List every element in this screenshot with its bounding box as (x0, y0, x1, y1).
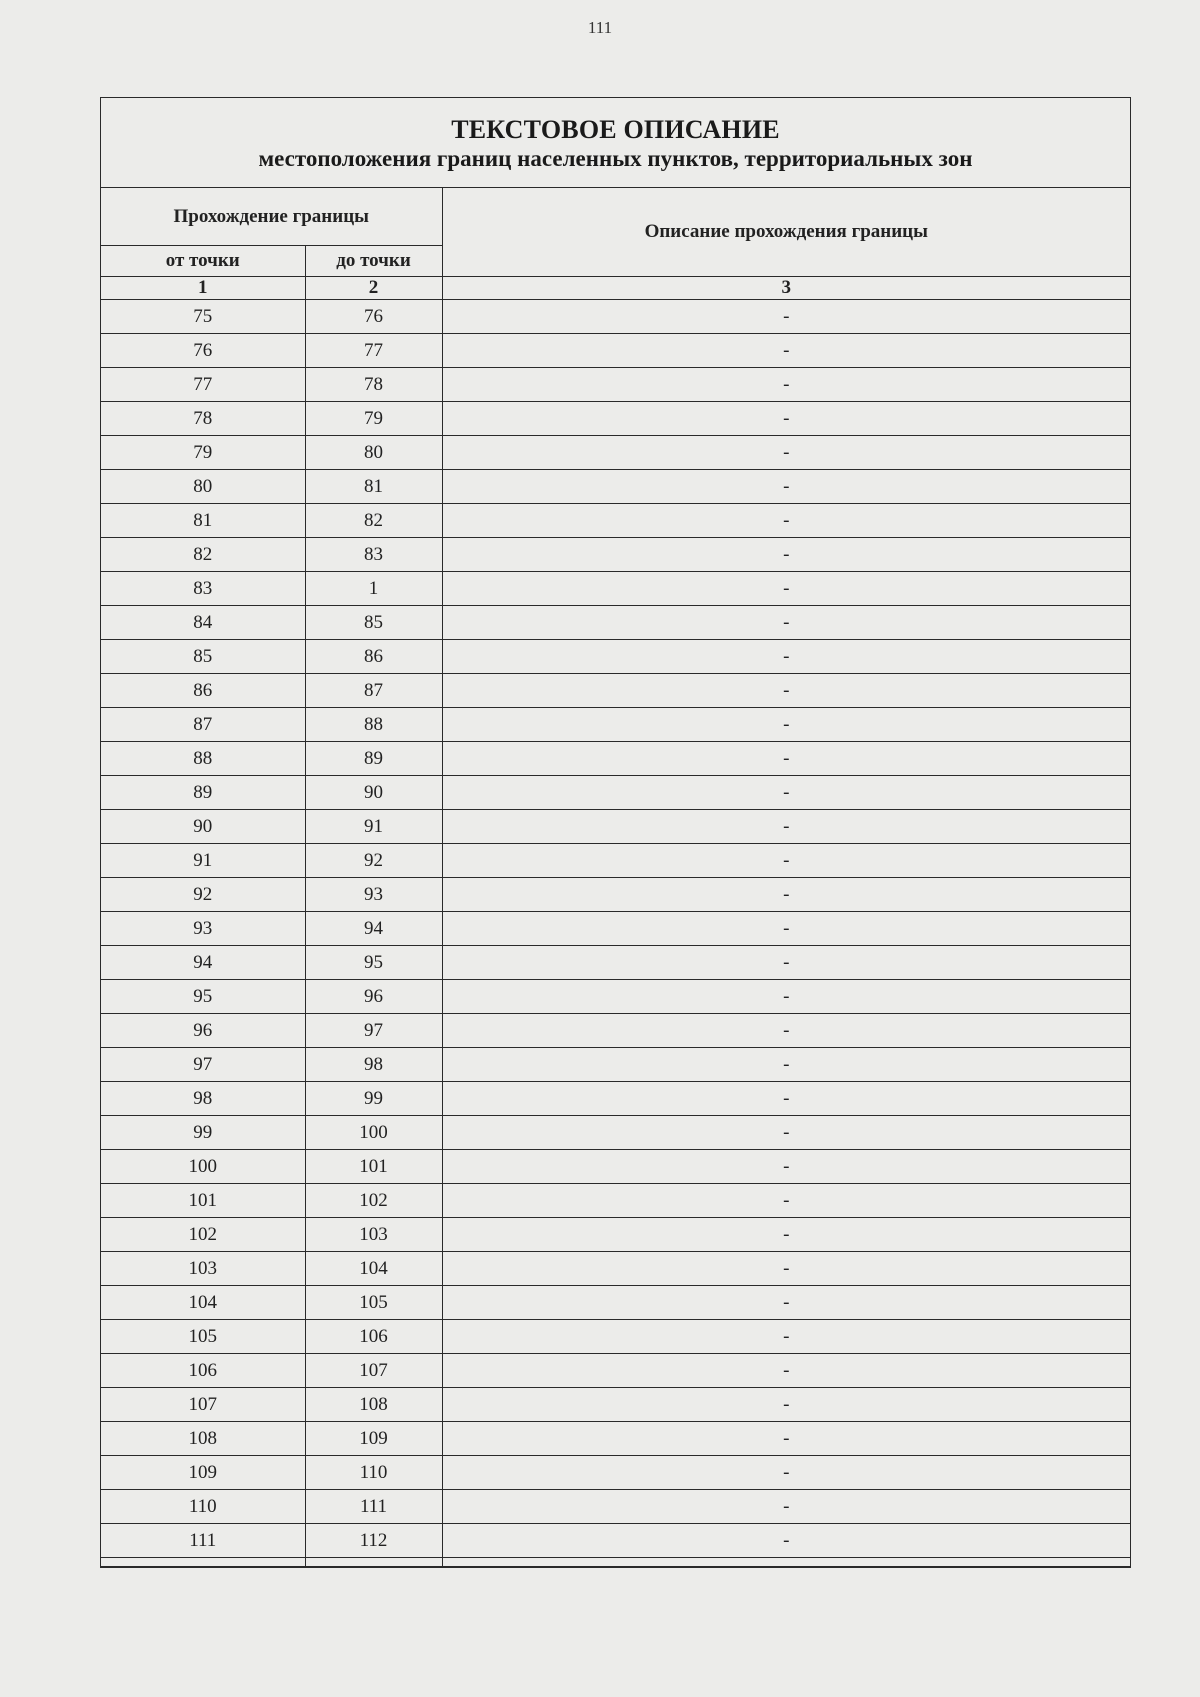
to-point-cell: 107 (305, 1354, 442, 1388)
description-cell: - (442, 912, 1130, 946)
description-cell: - (442, 368, 1130, 402)
from-point-cell: 83 (101, 572, 305, 606)
from-point-cell: 94 (101, 946, 305, 980)
to-point-cell: 85 (305, 606, 442, 640)
column-number-3: 3 (442, 277, 1130, 300)
description-cell: - (442, 776, 1130, 810)
description-cell: - (442, 878, 1130, 912)
from-point-cell: 86 (101, 674, 305, 708)
table-row (101, 538, 1130, 572)
to-point-cell: 101 (305, 1150, 442, 1184)
to-point-cell: 82 (305, 504, 442, 538)
to-point-cell: 99 (305, 1082, 442, 1116)
description-cell: - (442, 1388, 1130, 1422)
from-point-cell: 78 (101, 402, 305, 436)
to-point-cell: 83 (305, 538, 442, 572)
description-cell: - (442, 946, 1130, 980)
from-point-cell: 88 (101, 742, 305, 776)
page-number: 111 (587, 18, 613, 37)
to-point-cell: 92 (305, 844, 442, 878)
from-point-cell: 101 (101, 1184, 305, 1218)
from-point-cell: 92 (101, 878, 305, 912)
description-cell: - (442, 708, 1130, 742)
from-point-cell: 91 (101, 844, 305, 878)
from-point-cell: 109 (101, 1456, 305, 1490)
to-point-cell: 112 (305, 1524, 442, 1558)
table-row (101, 1082, 1130, 1116)
table-row (101, 1252, 1130, 1286)
table-row (101, 810, 1130, 844)
description-cell: - (442, 1184, 1130, 1218)
table-bottom-spacer (101, 1558, 1130, 1567)
from-point-cell: 100 (101, 1150, 305, 1184)
description-cell: - (442, 844, 1130, 878)
description-cell: - (442, 1252, 1130, 1286)
description-cell: - (442, 606, 1130, 640)
to-point-cell: 81 (305, 470, 442, 504)
title-block (101, 98, 1130, 188)
header-boundary-description: Описание прохождения границы (442, 188, 1130, 277)
header-boundary-passage: Прохождение границы (101, 188, 442, 246)
from-point-cell: 98 (101, 1082, 305, 1116)
description-cell: - (442, 470, 1130, 504)
table-row (101, 878, 1130, 912)
table-row (101, 1014, 1130, 1048)
document-subtitle: местоположения границ населенных пунктов, территориальных зон (258, 146, 973, 171)
description-cell: - (442, 1354, 1130, 1388)
to-point-cell: 96 (305, 980, 442, 1014)
from-point-cell: 106 (101, 1354, 305, 1388)
from-point-cell: 108 (101, 1422, 305, 1456)
table-row (101, 368, 1130, 402)
header-to-point: до точки (305, 246, 442, 277)
from-point-cell: 111 (101, 1524, 305, 1558)
from-point-cell: 96 (101, 1014, 305, 1048)
to-point-cell: 86 (305, 640, 442, 674)
table-row (101, 1116, 1130, 1150)
description-cell: - (442, 640, 1130, 674)
table-row (101, 1218, 1130, 1252)
table-row (101, 980, 1130, 1014)
table-row (101, 402, 1130, 436)
table-row (101, 1354, 1130, 1388)
description-cell: - (442, 1150, 1130, 1184)
table-row (101, 1422, 1130, 1456)
spacer-cell (305, 1558, 442, 1567)
spacer-cell (101, 1558, 305, 1567)
from-point-cell: 110 (101, 1490, 305, 1524)
table-row (101, 912, 1130, 946)
to-point-cell: 111 (305, 1490, 442, 1524)
description-cell: - (442, 1490, 1130, 1524)
boundary-table (101, 188, 1130, 1567)
to-point-cell: 90 (305, 776, 442, 810)
from-point-cell: 105 (101, 1320, 305, 1354)
from-point-cell: 81 (101, 504, 305, 538)
table-row (101, 1286, 1130, 1320)
to-point-cell: 78 (305, 368, 442, 402)
to-point-cell: 102 (305, 1184, 442, 1218)
description-cell: - (442, 742, 1130, 776)
table-row (101, 776, 1130, 810)
to-point-cell: 109 (305, 1422, 442, 1456)
description-cell: - (442, 810, 1130, 844)
description-cell: - (442, 1048, 1130, 1082)
description-cell: - (442, 980, 1130, 1014)
from-point-cell: 97 (101, 1048, 305, 1082)
from-point-cell: 95 (101, 980, 305, 1014)
table-body (101, 300, 1130, 1567)
description-cell: - (442, 1218, 1130, 1252)
document-title: ТЕКСТОВОЕ ОПИСАНИЕ (451, 115, 780, 144)
table-row (101, 572, 1130, 606)
description-cell: - (442, 538, 1130, 572)
from-point-cell: 82 (101, 538, 305, 572)
description-cell: - (442, 504, 1130, 538)
column-number-1: 1 (101, 277, 305, 300)
table-row (101, 504, 1130, 538)
description-cell: - (442, 436, 1130, 470)
table-row (101, 1150, 1130, 1184)
description-cell: - (442, 674, 1130, 708)
to-point-cell: 79 (305, 402, 442, 436)
from-point-cell: 75 (101, 300, 305, 334)
to-point-cell: 110 (305, 1456, 442, 1490)
to-point-cell: 89 (305, 742, 442, 776)
from-point-cell: 80 (101, 470, 305, 504)
from-point-cell: 85 (101, 640, 305, 674)
from-point-cell: 89 (101, 776, 305, 810)
from-point-cell: 104 (101, 1286, 305, 1320)
table-row (101, 1184, 1130, 1218)
from-point-cell: 90 (101, 810, 305, 844)
to-point-cell: 88 (305, 708, 442, 742)
to-point-cell: 105 (305, 1286, 442, 1320)
to-point-cell: 98 (305, 1048, 442, 1082)
from-point-cell: 102 (101, 1218, 305, 1252)
table-row (101, 946, 1130, 980)
to-point-cell: 94 (305, 912, 442, 946)
description-cell: - (442, 1082, 1130, 1116)
from-point-cell: 103 (101, 1252, 305, 1286)
table-row (101, 470, 1130, 504)
header-from-point: от точки (101, 246, 305, 277)
description-cell: - (442, 1320, 1130, 1354)
to-point-cell: 108 (305, 1388, 442, 1422)
table-row (101, 844, 1130, 878)
from-point-cell: 93 (101, 912, 305, 946)
to-point-cell: 104 (305, 1252, 442, 1286)
table-row (101, 674, 1130, 708)
table-row (101, 708, 1130, 742)
table-row (101, 300, 1130, 334)
table-row (101, 1388, 1130, 1422)
table-row (101, 1524, 1130, 1558)
to-point-cell: 91 (305, 810, 442, 844)
to-point-cell: 1 (305, 572, 442, 606)
from-point-cell: 107 (101, 1388, 305, 1422)
table-row (101, 436, 1130, 470)
from-point-cell: 99 (101, 1116, 305, 1150)
to-point-cell: 95 (305, 946, 442, 980)
description-cell: - (442, 1116, 1130, 1150)
table-row (101, 1490, 1130, 1524)
to-point-cell: 93 (305, 878, 442, 912)
description-cell: - (442, 1286, 1130, 1320)
description-cell: - (442, 334, 1130, 368)
description-cell: - (442, 1524, 1130, 1558)
to-point-cell: 103 (305, 1218, 442, 1252)
to-point-cell: 100 (305, 1116, 442, 1150)
table-row (101, 640, 1130, 674)
from-point-cell: 76 (101, 334, 305, 368)
table-row (101, 1320, 1130, 1354)
from-point-cell: 84 (101, 606, 305, 640)
table-row (101, 606, 1130, 640)
description-cell: - (442, 572, 1130, 606)
table-row (101, 742, 1130, 776)
document-frame (100, 97, 1131, 1568)
to-point-cell: 76 (305, 300, 442, 334)
from-point-cell: 77 (101, 368, 305, 402)
spacer-cell (442, 1558, 1130, 1567)
column-number-2: 2 (305, 277, 442, 300)
description-cell: - (442, 1422, 1130, 1456)
description-cell: - (442, 1456, 1130, 1490)
to-point-cell: 97 (305, 1014, 442, 1048)
description-cell: - (442, 1014, 1130, 1048)
description-cell: - (442, 402, 1130, 436)
table-row (101, 334, 1130, 368)
table-row (101, 1456, 1130, 1490)
from-point-cell: 87 (101, 708, 305, 742)
from-point-cell: 79 (101, 436, 305, 470)
to-point-cell: 87 (305, 674, 442, 708)
to-point-cell: 106 (305, 1320, 442, 1354)
to-point-cell: 77 (305, 334, 442, 368)
table-row (101, 1048, 1130, 1082)
to-point-cell: 80 (305, 436, 442, 470)
description-cell: - (442, 300, 1130, 334)
